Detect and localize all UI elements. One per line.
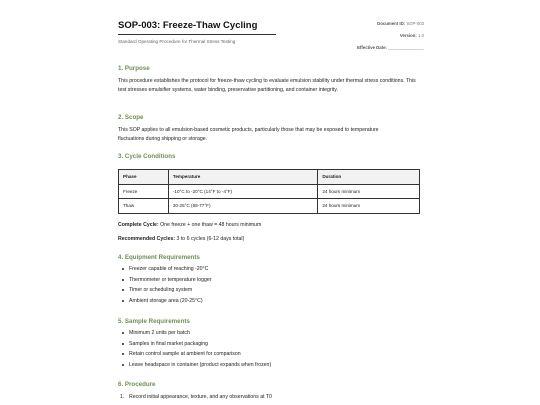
sample-requirements-list bbox=[118, 328, 418, 370]
document-id bbox=[377, 21, 424, 26]
effective-date bbox=[357, 45, 424, 50]
table-cell: Freeze bbox=[119, 184, 169, 199]
section-heading-procedure: 6. Procedure bbox=[118, 381, 156, 388]
table-header-row bbox=[119, 170, 420, 185]
cycle-conditions-table bbox=[118, 169, 420, 214]
section-heading-purpose: 1. Purpose bbox=[118, 65, 150, 72]
equipment-list bbox=[118, 264, 418, 306]
document-id-value: SOP-003 bbox=[406, 21, 424, 26]
list-item: Samples in final market packaging bbox=[118, 339, 418, 350]
recommended-cycles-note bbox=[118, 235, 422, 244]
document-subtitle: Standard Operating Procedure for Thermal Stress Testing bbox=[118, 39, 236, 44]
table-cell: -10°C to -20°C (14°F to -4°F) bbox=[168, 184, 317, 199]
list-item: Freezer capable of reaching -20°C bbox=[118, 264, 418, 275]
document-header bbox=[118, 0, 424, 56]
sop-document bbox=[118, 0, 424, 400]
complete-cycle-note bbox=[118, 221, 422, 230]
table-row bbox=[119, 184, 420, 199]
list-item: Minimum 2 units per batch bbox=[118, 328, 418, 339]
procedure-step bbox=[118, 392, 418, 403]
title-divider bbox=[118, 34, 276, 35]
document-title: SOP-003: Freeze-Thaw Cycling bbox=[118, 20, 258, 31]
table-row bbox=[119, 199, 420, 214]
document-version bbox=[400, 33, 424, 38]
procedure-steps bbox=[118, 392, 418, 403]
list-item: Timer or scheduling system bbox=[118, 285, 418, 296]
table-cell: Thaw bbox=[119, 199, 169, 214]
table-cell: 20-25°C (68-77°F) bbox=[168, 199, 317, 214]
section-heading-cycle-conditions: 3. Cycle Conditions bbox=[118, 153, 176, 160]
step-number: 1. bbox=[120, 394, 125, 400]
table-cell: 24 hours minimum bbox=[318, 199, 420, 214]
list-item: Leave headspace in container (product expands when frozen) bbox=[118, 360, 418, 371]
column-header-phase: Phase bbox=[119, 170, 169, 185]
section-heading-equipment: 4. Equipment Requirements bbox=[118, 254, 200, 261]
document-id-label: Document ID: bbox=[377, 21, 406, 26]
recommended-cycles-label: Recommended Cycles: bbox=[118, 236, 176, 242]
recommended-cycles-text: 3 to 6 cycles (6-12 days total) bbox=[175, 236, 245, 242]
complete-cycle-label: Complete Cycle: bbox=[118, 222, 159, 228]
version-label: Version: bbox=[399, 33, 417, 38]
version-value: 1.0 bbox=[418, 33, 424, 38]
step-text: Record initial appearance, texture, and any observations at T0 bbox=[129, 394, 272, 400]
column-header-duration: Duration bbox=[318, 170, 420, 185]
list-item: Retain control sample at ambient for comparison bbox=[118, 349, 418, 360]
effective-date-value: _______________ bbox=[388, 45, 424, 50]
effective-date-label: Effective Date: bbox=[357, 45, 387, 50]
list-item: Ambient storage area (20-25°C) bbox=[118, 296, 418, 307]
section-heading-scope: 2. Scope bbox=[118, 114, 144, 121]
section-heading-sample-requirements: 5. Sample Requirements bbox=[118, 318, 190, 325]
table-cell: 24 hours minimum bbox=[318, 184, 420, 199]
column-header-temperature: Temperature bbox=[168, 170, 317, 185]
complete-cycle-text: One freeze + one thaw = 48 hours minimum bbox=[158, 222, 262, 228]
list-item: Thermometer or temperature logger bbox=[118, 275, 418, 286]
purpose-text: This procedure establishes the protocol for freeze-thaw cycling to evaluate emulsion stability under thermal stress conditions. This test stresses emulsifier systems, water binding, preservative partitioning, and container integrity. bbox=[118, 78, 416, 93]
scope-text: This SOP applies to all emulsion-based cosmetic products, particularly those that may be exposed to temperature fluctuations during shipping or storage. bbox=[118, 127, 379, 142]
